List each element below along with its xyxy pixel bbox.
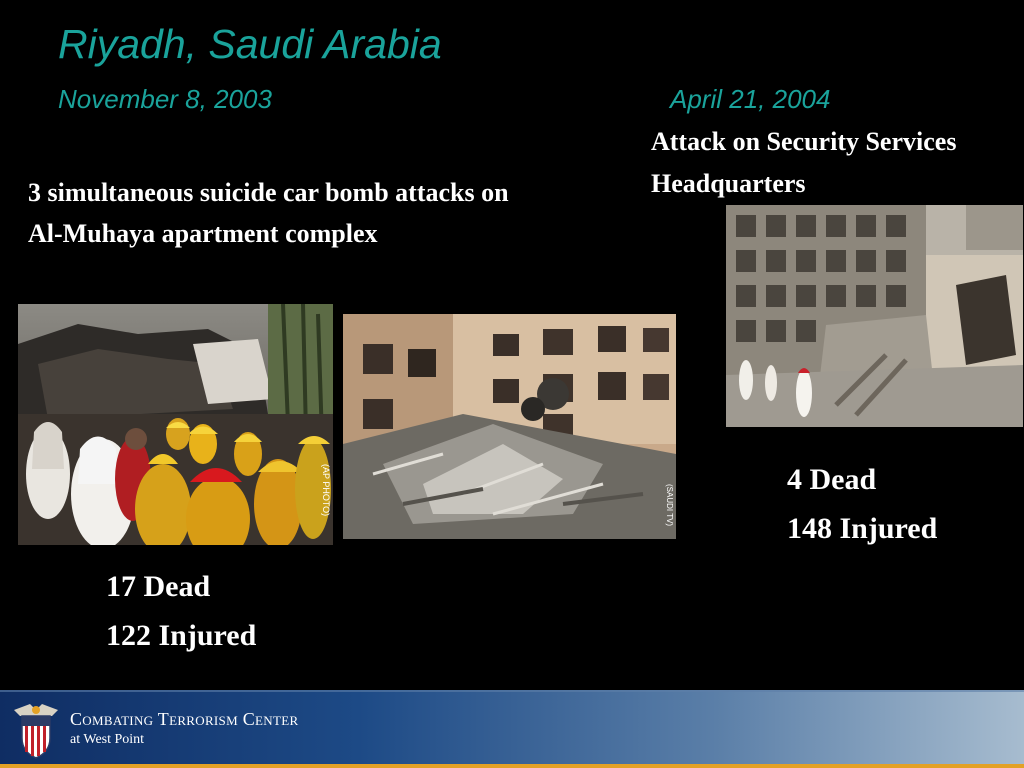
right-event-injured: 148 Injured — [787, 512, 938, 545]
left-event-description: 3 simultaneous suicide car bomb attacks on Al-Muhaya apartment complex — [28, 178, 509, 248]
right-event-description: Attack on Security Services Headquarters — [651, 127, 957, 198]
footer-banner — [0, 690, 1024, 768]
photo-credit-saudi-tv: (SAUDI TV) — [665, 484, 674, 527]
footer-top-line — [0, 690, 1024, 692]
right-event-date: April 21, 2004 — [670, 84, 831, 114]
car-wreckage-photo — [343, 314, 676, 539]
slide-title: Riyadh, Saudi Arabia — [58, 21, 442, 67]
rescue-workers-photo — [18, 304, 333, 545]
footer-accent-stripe — [0, 764, 1024, 768]
damaged-headquarters-photo — [726, 205, 1023, 427]
photo-credit-ap: (AP PHOTO) — [321, 464, 331, 517]
west-point-crest-icon — [8, 700, 64, 760]
org-subtitle: at West Point — [70, 732, 145, 747]
left-event-stats — [106, 562, 256, 660]
right-event-stats — [787, 455, 937, 553]
right-event-dead: 4 Dead — [787, 463, 877, 496]
org-name: Combating Terrorism Center — [70, 709, 299, 729]
left-event-date: November 8, 2003 — [58, 84, 272, 114]
left-event-dead: 17 Dead — [106, 570, 211, 603]
left-event-injured: 122 Injured — [106, 619, 257, 652]
